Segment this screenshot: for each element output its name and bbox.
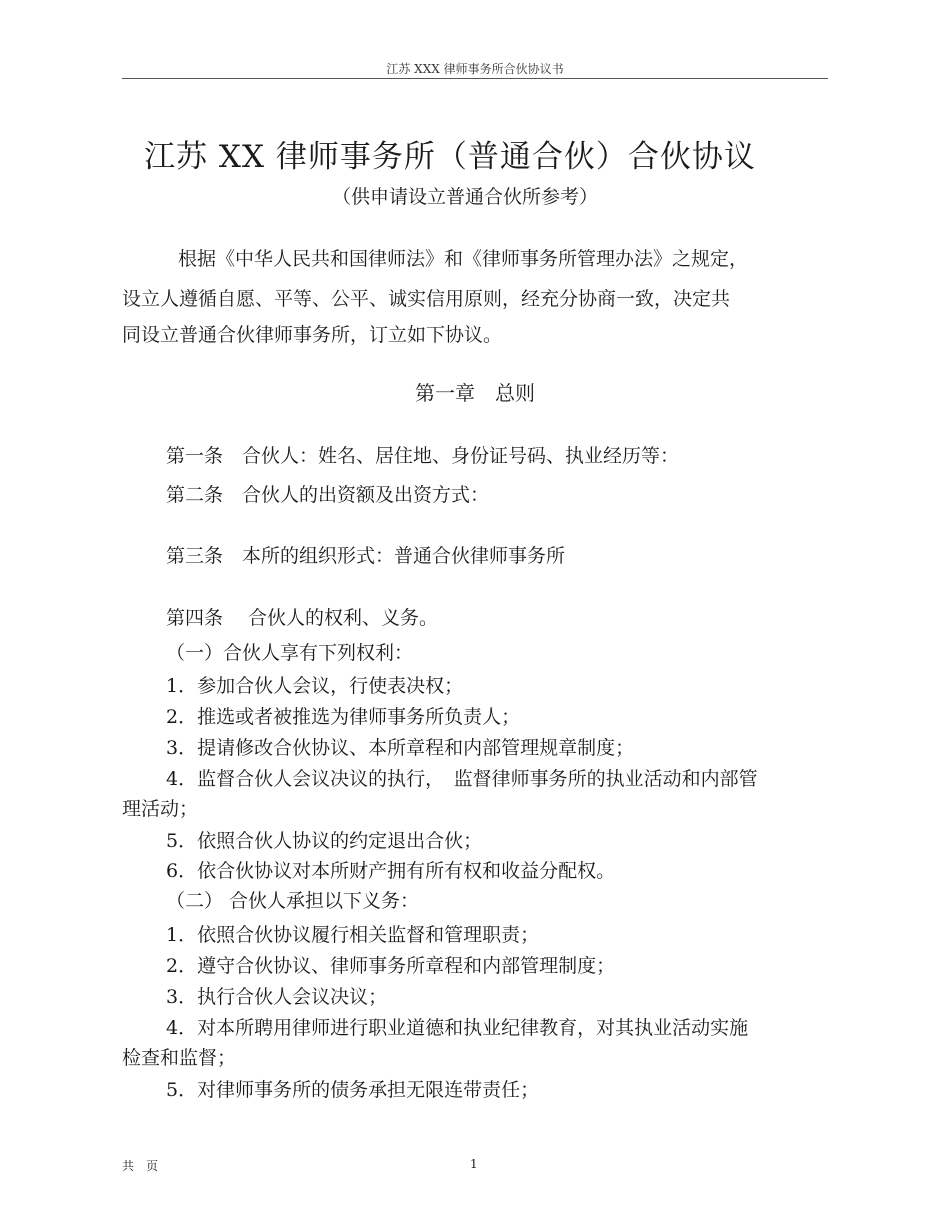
chapter-title: 第一章 总则 [415,381,535,405]
duties-item-1: 1．依照合伙协议履行相关监督和管理职责； [166,924,540,946]
duties-item-4: 4．对本所聘用律师进行职业道德和执业纪律教育，对其执业活动实施 [166,1017,749,1039]
duties-item-5: 5．对律师事务所的债务承担无限连带责任； [166,1079,540,1101]
rights-item-5: 5．依照合伙人协议的约定退出合伙； [166,830,483,852]
rights-item-1: 1．参加合伙人会议，行使表决权； [166,675,464,697]
article-2: 第二条 合伙人的出资额及出资方式： [166,484,490,506]
duties-item-2: 2．遵守合伙协议、律师事务所章程和内部管理制度； [166,955,616,977]
duties-item-4-continued: 检查和监督； [122,1047,237,1069]
rights-item-6: 6．依合伙协议对本所财产拥有所有权和收益分配权。 [166,860,616,882]
header-divider [122,78,828,79]
running-header: 江苏 XXX 律师事务所合伙协议书 [386,62,564,76]
preamble-line-1: 根据《中华人民共和国律师法》和《律师事务所管理办法》之规定， [178,248,749,270]
rights-heading: （一）合伙人享有下列权利： [166,642,414,664]
preamble-line-2: 设立人遵循自愿、平等、公平、诚实信用原则，经充分协商一致，决定共 [122,288,731,310]
article-3: 第三条 本所的组织形式：普通合伙律师事务所 [166,545,566,567]
document-title: 江苏 XX 律师事务所（普通合伙）合伙协议 [144,139,756,175]
document-subtitle: （供申请设立普通合伙所参考） [331,186,598,208]
rights-item-4-continued: 理活动； [122,798,199,820]
rights-item-4: 4．监督合伙人会议决议的执行， 监督律师事务所的执业活动和内部管 [166,768,758,790]
duties-item-3: 3．执行合伙人会议决议； [166,986,388,1008]
preamble-line-3: 同设立普通合伙律师事务所，订立如下协议。 [122,324,503,346]
article-4: 第四条 合伙人的权利、义务。 [166,607,439,629]
rights-item-3: 3．提请修改合伙协议、本所章程和内部管理规章制度； [166,737,635,759]
footer-page-number: 1 [470,1157,478,1171]
rights-item-2: 2．推选或者被推选为律师事务所负责人； [166,706,521,728]
article-1: 第一条 合伙人：姓名、居住地、身份证号码、执业经历等： [166,445,680,467]
footer-total-pages: 共 页 [122,1159,159,1173]
duties-heading: （二） 合伙人承担以下义务： [166,890,420,912]
